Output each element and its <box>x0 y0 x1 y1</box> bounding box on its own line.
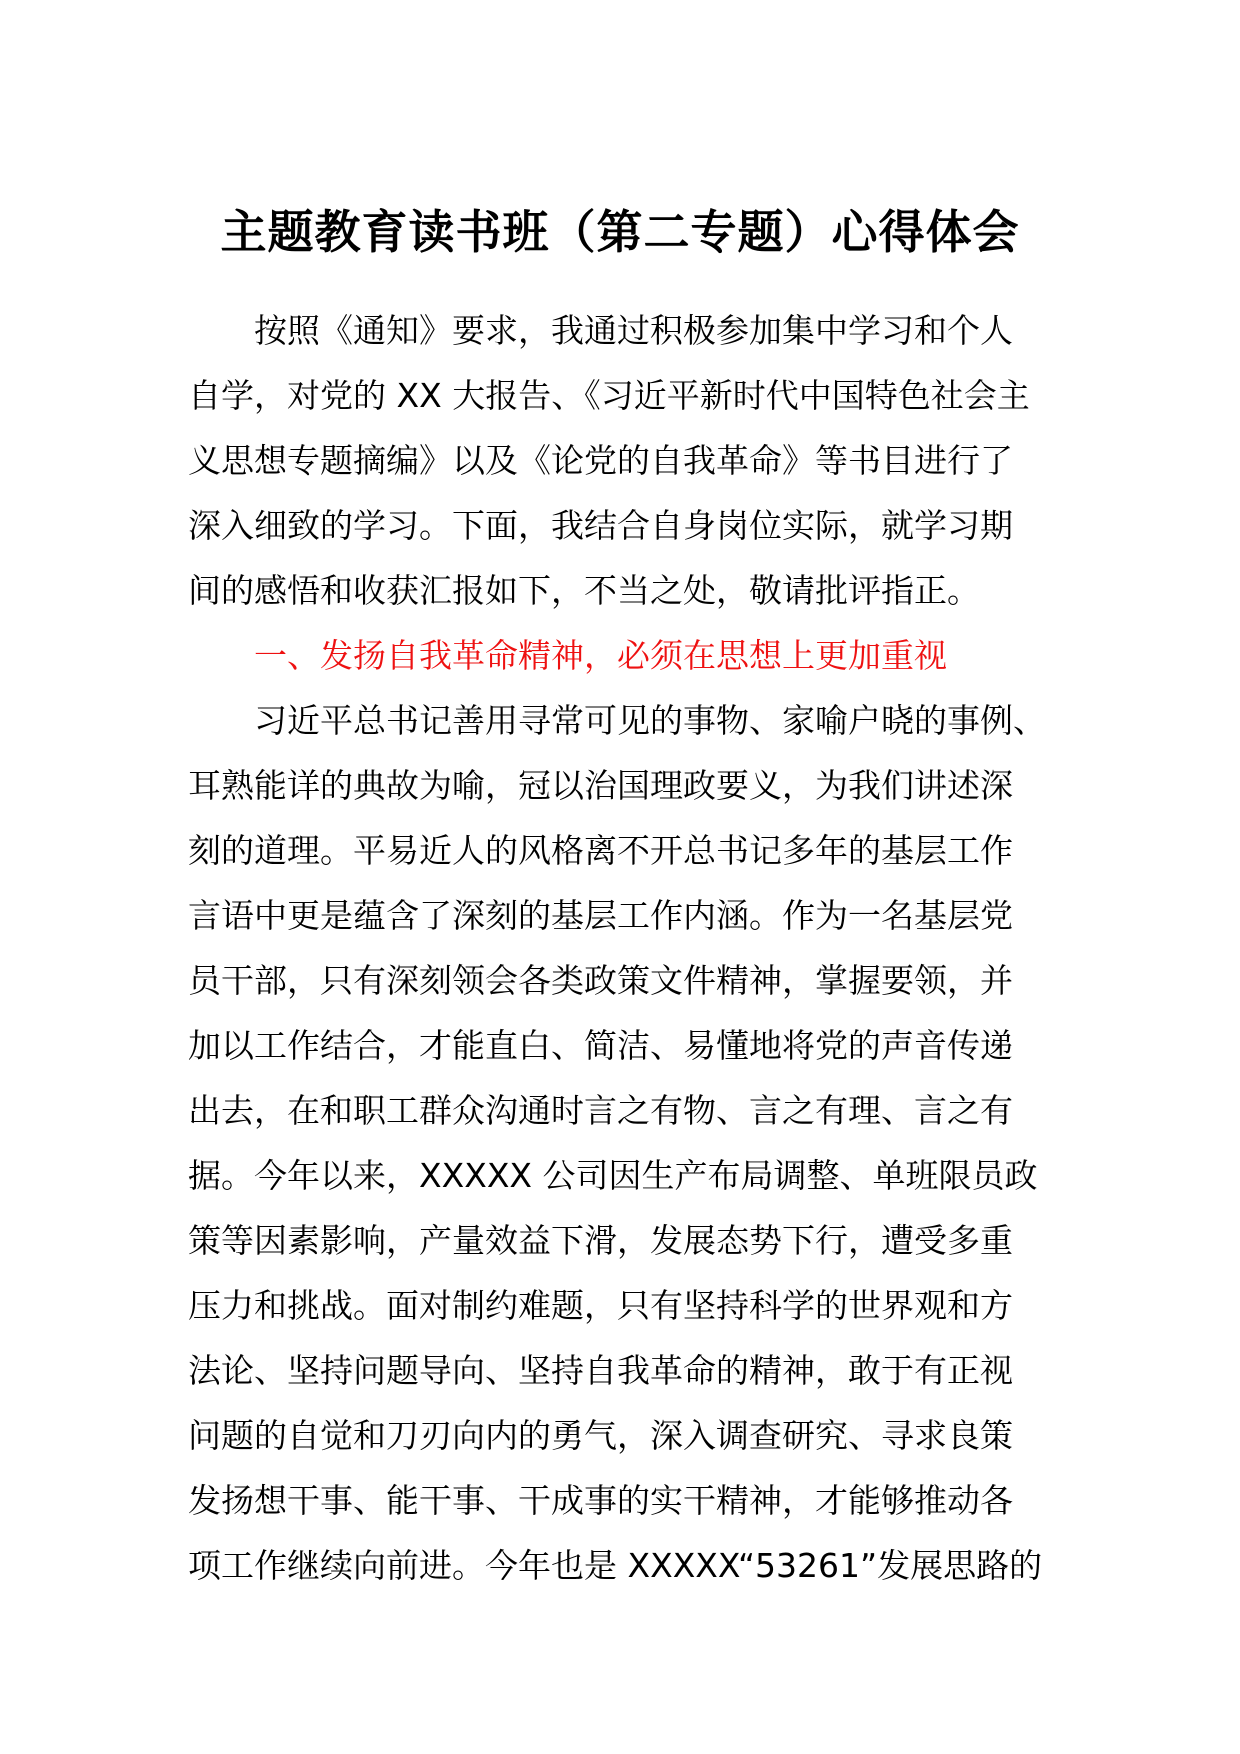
text-line: 压力和挑战。面对制约难题，只有坚持科学的世界观和方 <box>188 1286 1013 1325</box>
text-line: 问题的自觉和刀刃向内的勇气，深入调查研究、寻求良策 <box>188 1416 1013 1455</box>
text-line: 言语中更是蕴含了深刻的基层工作内涵。作为一名基层党 <box>188 896 1013 935</box>
text-line: 项工作继续向前进。今年也是 XXXXX“53261”发展思路的 <box>188 1546 1043 1585</box>
text-line: 按照《通知》要求，我通过积极参加集中学习和个人 <box>254 311 1013 350</box>
paragraph-section-1 <box>188 688 1064 1598</box>
text-line: 加以工作结合，才能直白、简洁、易懂地将党的声音传递 <box>188 1026 1013 1065</box>
text-line: 据。今年以来，XXXXX 公司因生产布局调整、单班限员政 <box>188 1156 1038 1195</box>
text-line: 间的感悟和收获汇报如下，不当之处，敬请批评指正。 <box>188 571 980 610</box>
text-line: 策等因素影响，产量效益下滑，发展态势下行，遭受多重 <box>188 1221 1013 1260</box>
text-line: 发扬想干事、能干事、干成事的实干精神，才能够推动各 <box>188 1481 1013 1520</box>
text-line: 习近平总书记善用寻常可见的事物、家喻户晓的事例、 <box>254 701 1046 740</box>
text-line: 法论、坚持问题导向、坚持自我革命的精神，敢于有正视 <box>188 1351 1013 1390</box>
section-heading: 一、发扬自我革命精神，必须在思想上更加重视 <box>254 636 947 675</box>
text-line: 深入细致的学习。下面，我结合自身岗位实际，就学习期 <box>188 506 1013 545</box>
document-body <box>188 298 1064 1598</box>
text-line: 出去，在和职工群众沟通时言之有物、言之有理、言之有 <box>188 1091 1013 1130</box>
text-line: 员干部，只有深刻领会各类政策文件精神，掌握要领，并 <box>188 961 1013 1000</box>
text-line: 义思想专题摘编》以及《论党的自我革命》等书目进行了 <box>188 441 1013 480</box>
document-title: 主题教育读书班（第二专题）心得体会 <box>220 205 1020 259</box>
text-line: 耳熟能详的典故为喻，冠以治国理政要义，为我们讲述深 <box>188 766 1013 805</box>
text-line: 自学，对党的 XX 大报告、《习近平新时代中国特色社会主 <box>188 376 1030 415</box>
paragraph-intro <box>188 298 1064 623</box>
text-line: 刻的道理。平易近人的风格离不开总书记多年的基层工作 <box>188 831 1013 870</box>
